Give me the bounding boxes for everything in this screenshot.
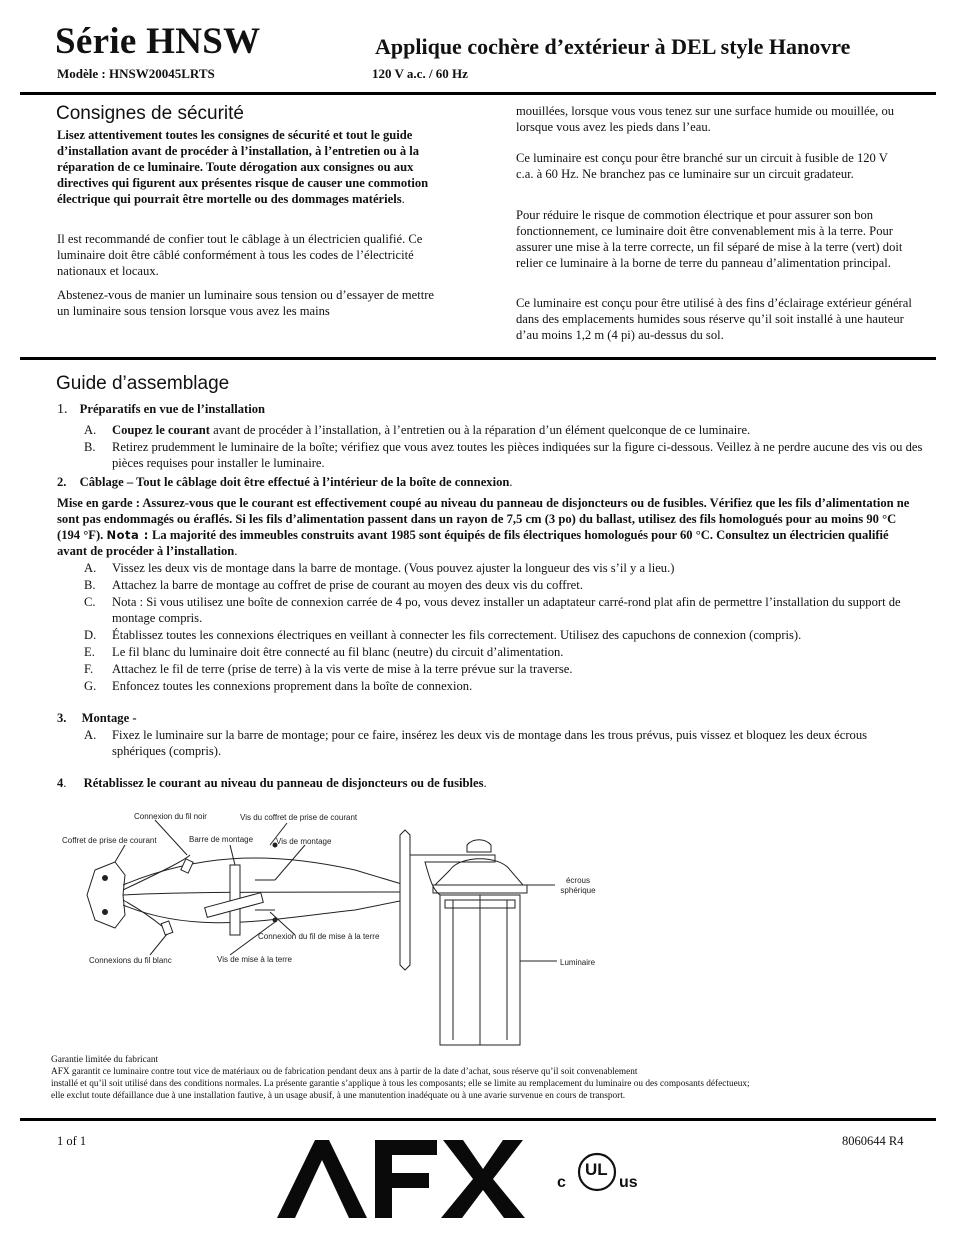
voltage-rating: 120 V a.c. / 60 Hz [372,66,468,81]
outlet-box-shape [87,862,125,928]
ul-us-label: us [619,1174,638,1191]
step-1-heading: 1. Préparatifs en vue de l’installation [57,402,266,417]
label-ground-wire: Connexion du fil de mise à la terre [258,932,380,941]
nota-label: Nota : [106,528,149,542]
label-outlet-box: Coffret de prise de courant [62,836,157,845]
label-nuts: écrous sphérique [560,876,596,895]
footer-divider [20,1118,936,1121]
label-fixture: Luminaire [560,958,596,967]
step-2-item [84,627,924,643]
step-2-item-label: F. [84,662,94,676]
warranty-line-3: elle exclut toute défaillance due à une installation fautive, à un usage abusif, à une manutention inadéquate ou à une avarie survenue en cours de transport. [51,1091,626,1101]
step-2-item [84,577,924,593]
section-divider [20,357,936,360]
warranty-line-1: AFX garantit ce luminaire contre tout vice de matériaux ou de fabrication pendant deux ans à partir de la date d’achat, sous réserve qu’il soit convenablement [51,1067,638,1077]
step-2-item-text: Enfoncez toutes les connexions proprement dans la boîte de connexion. [112,679,473,693]
header-divider [20,92,936,95]
ul-label: UL [585,1160,608,1179]
step-2-item [84,594,924,626]
page-number: 1 of 1 [57,1134,87,1148]
safety-paragraph-wiring: Il est recommandé de confier tout le câblage à un électricien qualifié. Ce luminaire doit être câblé conformément à tous les codes de l’électricité nationaux et locaux. [57,232,423,278]
step-2-item-label: D. [84,628,97,642]
step-2-item [84,560,924,576]
warranty-title: Garantie limitée du fabricant [51,1055,159,1065]
safety-paragraph-circuit: Ce luminaire est conçu pour être branché sur un circuit à fusible de 120 V c.a. à 60 Hz. Ne branchez pas ce luminaire sur un circuit gradateur. [516,151,888,181]
safety-intro: Lisez attentivement toutes les consignes de sécurité et tout le guide d’installation avant de procéder à l’installation, à l’entretien ou à la réparation de ce luminaire. Toute dérogation aux consignes ou aux directives qui figurent aux présentes risque de causer une commotion électrique qui pourrait être mortelle ou des dommages matériels. [57,128,429,206]
series-title: Série HNSW [55,21,261,62]
warranty-line-2: installé et qu’il soit utilisé dans des conditions normales. La présente garantie s’applique à tous les composants; elle se limite au remplacement du luminaire ou des composants défectueux; [51,1079,750,1089]
step-2-item-label: C. [84,595,96,609]
step-2-item [84,644,924,660]
step-2-item-text: Le fil blanc du luminaire doit être connecté au fil blanc (neutre) du circuit d’alimentation. [112,645,564,659]
step-2-item-text: Nota : Si vous utilisez une boîte de connexion carrée de 4 po, vous devez installer un adaptateur carré-rond plat afin de permettre l’installation du support de montage compris. [112,595,901,625]
step-2-item-text: Attachez le fil de terre (prise de terre) à la vis verte de mise à la terre prévue sur la traverse. [112,662,573,676]
ul-certification-mark [555,1148,643,1198]
step-2-item-text: Établissez toutes les connexions électriques en veillant à connecter les fils correctement. Utilisez des capuchons de connexion (compris). [112,628,802,642]
ul-c-label: c [557,1174,566,1191]
step-2-item-text: Attachez la barre de montage au coffret de prise de courant au moyen des deux vis du coffret. [112,578,583,592]
step-2-item-label: A. [84,561,97,575]
model-number: Modèle : HNSW20045LRTS [57,66,215,81]
label-black-wire: Connexion du fil noir [134,812,207,821]
step-2-item-label: G. [84,679,97,693]
step-4-heading: 4. Rétablissez le courant au niveau du panneau de disjoncteurs ou de fusibles. [57,776,487,790]
doc-number: 8060644 R4 [842,1134,904,1148]
afx-logo [277,1138,527,1220]
safety-paragraph-handling-cont: mouillées, lorsque vous vous tenez sur une surface humide ou mouillée, ou lorsque vous avez les pieds dans l’eau. [516,104,895,134]
step-2-item-label: E. [84,645,95,659]
afx-logo-graphic [277,1138,527,1220]
label-mounting-screw: Vis de montage [276,837,332,846]
label-box-screw: Vis du coffret de prise de courant [240,813,358,822]
product-subtitle: Applique cochère d’extérieur à DEL style Hanovre [375,34,851,59]
step-2-item [84,661,924,677]
step-2-list [84,560,924,694]
label-mounting-bar: Barre de montage [189,835,254,844]
step-2-heading: 2. Câblage – Tout le câblage doit être effectué à l’intérieur de la boîte de connexion. [57,475,513,489]
caution-paragraph: Mise en garde : Assurez-vous que le courant est effectivement coupé au niveau du panneau de disjoncteurs ou de fusibles. Vérifiez que les fils d’alimentation ne sont pas endommagés ou éraflés. Si les fils d’alimentation passent dans un rayon de 7,5 cm (3 po) du ballast, utilisez des fils homologués pour au moins 90 °C (194 °F). Nota : La majorité des immeubles construits avant 1985 sont équipés de fils électriques homologués pour 60 °C. Consultez un électricien qualifié avant de procéder à l’installation. [57,496,910,558]
step-3-heading: 3. Montage - [57,711,137,725]
label-ground-screw: Vis de mise à la terre [217,955,292,964]
step-1-list [84,422,924,471]
safety-paragraph-outdoor: Ce luminaire est conçu pour être utilisé à des fins d’éclairage extérieur général dans des emplacements humides sous réserve qu’il soit installé à une hauteur d’au moins 1,2 m (4 pi) au-dessus du sol. [516,296,912,342]
step-2-item-text: Vissez les deux vis de montage dans la barre de montage. (Vous pouvez ajuster la longueur des vis s’il y a lieu.) [112,561,675,575]
safety-paragraph-ground: Pour réduire le risque de commotion électrique et pour assurer son bon fonctionnement, ce luminaire doit être convenablement mis à la terre. Pour assurer une mise à la terre correcte, un fil séparé de mise à la terre (vert) doit relier ce luminaire à la borne de terre du panneau d’alimentation principal. [516,208,903,270]
safety-paragraph-handling: Abstenez-vous de manier un luminaire sous tension ou d’essayer de mettre un luminaire sous tension lorsque vous avez les mains [57,288,435,318]
step-3-list [84,727,924,759]
assembly-title: Guide d’assemblage [56,373,230,394]
step-3-item-a: A. Fixez le luminaire sur la barre de montage; pour ce faire, insérez les deux vis de montage dans les trous prévus, puis vissez et bloquez les deux écrous sphériques (compris). [84,728,868,758]
step-1-item-a: A. Coupez le courant avant de procéder à l’installation, à l’entretien ou à la réparation d’un élément quelconque de ce luminaire. [84,423,751,437]
label-white-wire: Connexions du fil blanc [89,956,172,965]
step-2-item [84,678,924,694]
safety-title: Consignes de sécurité [56,103,244,124]
step-1-item-b: B. Retirez prudemment le luminaire de la boîte; vérifiez que vous avez toutes les pièces indiquées sur la figure ci-dessous. Veillez à ne perdre aucune des vis ou des pièces requises pour installer le luminaire. [84,440,923,470]
step-2-item-label: B. [84,578,96,592]
